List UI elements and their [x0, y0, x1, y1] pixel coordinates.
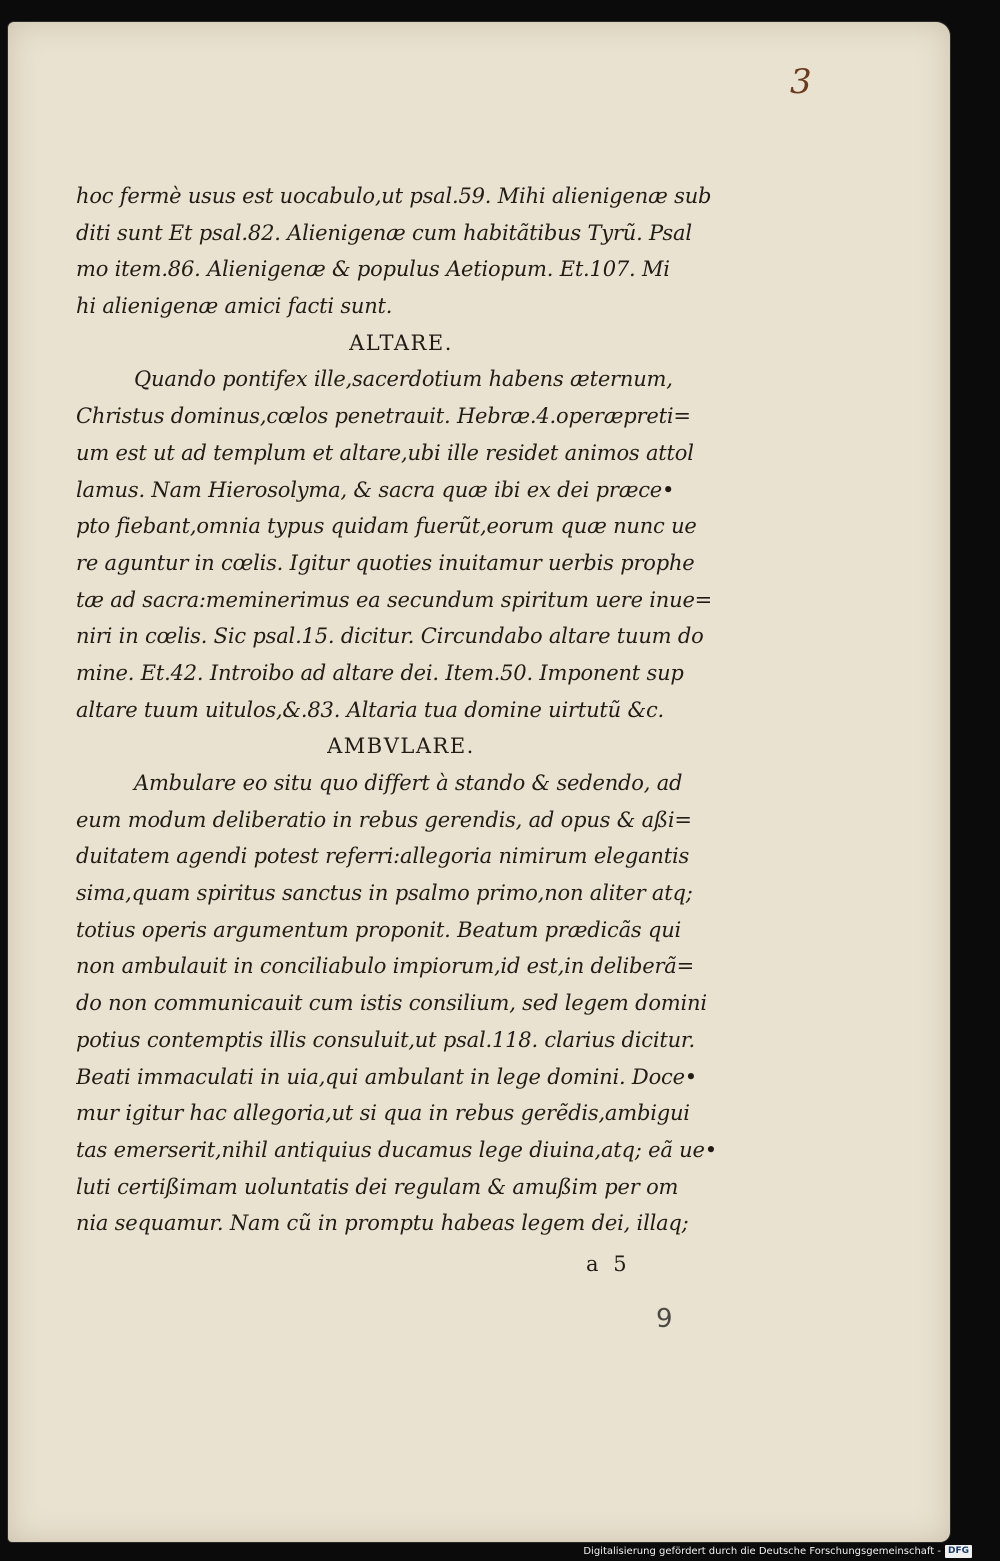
text-line: altare tuum uitulos,&.83. Altaria tua domine uirtutũ &c.: [76, 697, 664, 722]
book-page: [8, 22, 950, 1542]
credit-text: Digitalisierung gefördert durch die Deutsche Forschungsgemeinschaft -: [583, 1545, 941, 1557]
folio-number: 3: [790, 62, 812, 102]
text-block: [76, 178, 726, 1242]
text-line: Beati immaculati in uia,qui ambulant in lege domini. Doce•: [76, 1064, 697, 1089]
text-line: do non communicauit cum istis consilium, sed legem domini: [76, 991, 707, 1016]
pencil-note: 9: [656, 1304, 673, 1334]
footer-credit: [583, 1544, 972, 1558]
text-line: duitatem agendi potest referri:allegoria nimirum elegantis: [76, 844, 690, 869]
text-line: non ambulauit in conciliabulo impiorum,id est,in deliberã=: [76, 954, 695, 979]
text-line: sima,quam spiritus sanctus in psalmo primo,non aliter atq;: [76, 881, 693, 906]
text-line: tas emerserit,nihil antiquius ducamus lege diuina,atq; eã ue•: [76, 1137, 717, 1162]
text-line: diti sunt Et psal.82. Alienigenæ cum habitãtibus Tyrũ. Psal: [76, 220, 692, 245]
text-line: potius contemptis illis consuluit,ut psal.118. clarius dicitur.: [76, 1027, 695, 1052]
text-line: mur igitur hac allegoria,ut si qua in rebus gerẽdis,ambigui: [76, 1101, 690, 1126]
dfg-logo: DFG: [945, 1545, 972, 1558]
section-heading: ALTARE.: [349, 330, 453, 355]
text-line: hoc fermè usus est uocabulo,ut psal.59. Mihi alienigenæ sub: [76, 184, 712, 208]
text-line: tæ ad sacra:meminerimus ea secundum spiritum uere inue=: [76, 587, 713, 612]
text-line: hi alienigenæ amici facti sunt.: [76, 294, 393, 319]
text-line: um est ut ad templum et altare,ubi ille residet animos attol: [76, 440, 694, 465]
signature-mark: a 5: [586, 1252, 631, 1276]
text-line: nia sequamur. Nam cũ in promptu habeas legem dei, illaq;: [76, 1211, 689, 1236]
text-line: Quando pontifex ille,sacerdotium habens æternum,: [134, 367, 673, 392]
text-line: niri in cœlis. Sic psal.15. dicitur. Circundabo altare tuum do: [76, 624, 704, 649]
section-heading: AMBVLARE.: [327, 734, 475, 759]
text-line: pto fiebant,omnia typus quidam fuerũt,eorum quæ nunc ue: [76, 514, 697, 539]
text-line: Ambulare eo situ quo differt à stando & sedendo, ad: [134, 771, 683, 795]
text-line: Christus dominus,cœlos penetrauit. Hebræ.4.operæpreti=: [76, 404, 691, 429]
text-line: mo item.86. Alienigenæ & populus Aetiopum. Et.107. Mi: [76, 257, 670, 282]
text-line: totius operis argumentum proponit. Beatum prædicãs qui: [76, 917, 682, 942]
text-line: eum modum deliberatio in rebus gerendis, ad opus & aßi=: [76, 807, 692, 832]
text-line: luti certißimam uoluntatis dei regulam & amußim per om: [76, 1174, 679, 1199]
text-line: re aguntur in cœlis. Igitur quoties inuitamur uerbis prophe: [76, 550, 695, 575]
text-line: lamus. Nam Hierosolyma, & sacra quæ ibi ex dei præce•: [76, 477, 675, 502]
text-line: mine. Et.42. Introibo ad altare dei. Item.50. Imponent sup: [76, 660, 684, 685]
